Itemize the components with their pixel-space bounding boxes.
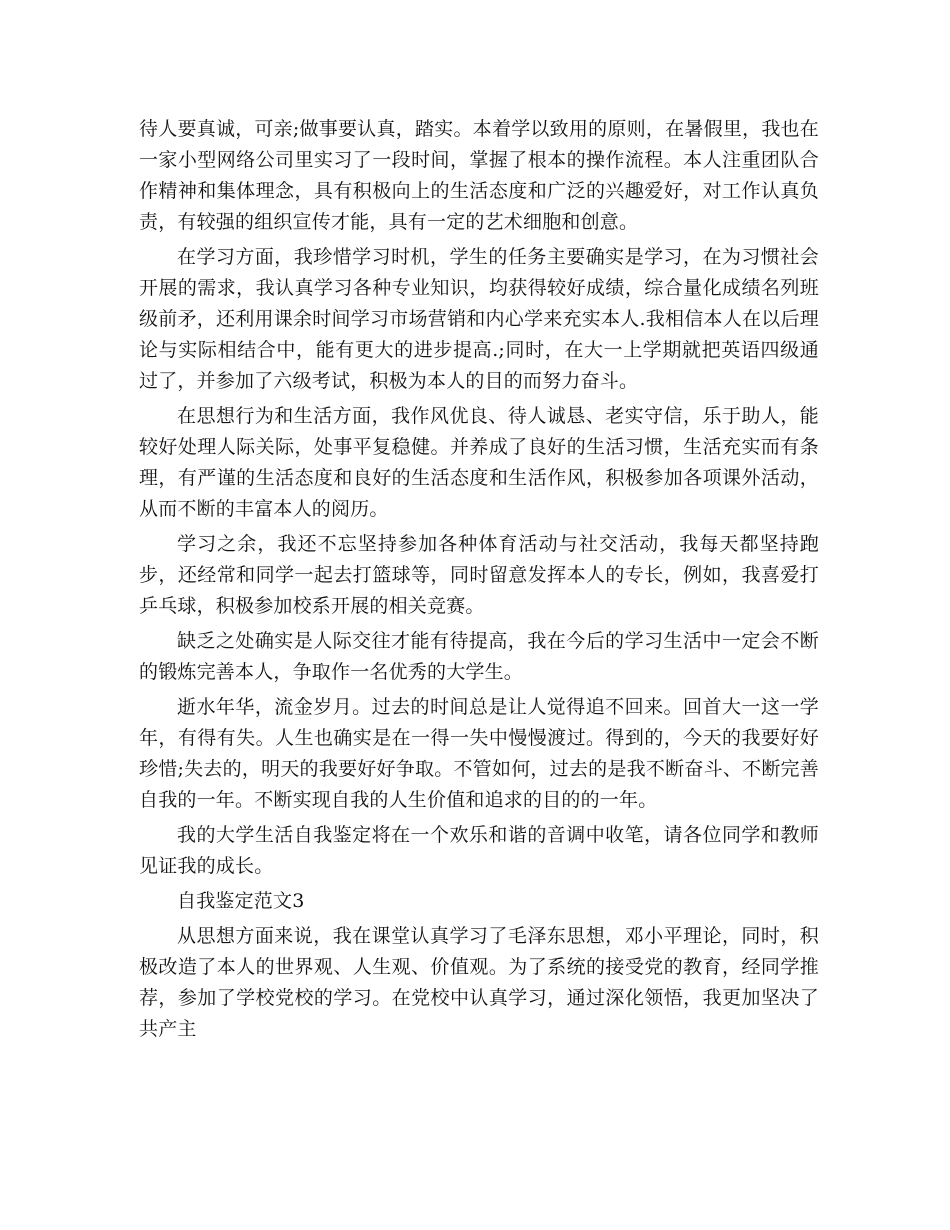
paragraph-3: 在思想行为和生活方面，我作风优良、待人诚恳、老实守信，乐于助人，能较好处理人际关际，处事平复稳健。并养成了良好的生活习惯，生活充实而有条理，有严谨的生活态度和良好的生活态度和生活作风，积极参加各项课外活动，从而不断的丰富本人的阅历。 [139, 405, 819, 520]
section-heading: 自我鉴定范文3 [177, 890, 305, 912]
paragraph-5: 缺乏之处确实是人际交往才能有待提高，我在今后的学习生活中一定会不断的锻炼完善本人，争取作一名优秀的大学生。 [139, 630, 819, 683]
paragraph-6: 逝水年华，流金岁月。过去的时间总是让人觉得追不回来。回首大一这一学年，有得有失。人生也确实是在一得一失中慢慢渡过。得到的，今天的我要好好珍惜;失去的，明天的我要好好争取。不管如何，过去的是我不断奋斗、不断完善自我的一年。不断实现自我的人生价值和追求的目的的一年。 [139, 696, 819, 811]
paragraph-8: 从思想方面来说，我在课堂认真学习了毛泽东思想，邓小平理论，同时，积极改造了本人的世界观、人生观、价值观。为了系统的接受党的教育，经同学推荐，参加了学校党校的学习。在党校中认真学习，通过深化领悟，我更加坚决了共产主 [139, 925, 819, 1040]
paragraph-4: 学习之余，我还不忘坚持参加各种体育活动与社交活动，我每天都坚持跑步，还经常和同学一起去打篮球等，同时留意发挥本人的专长，例如，我喜爱打乒乓球，积极参加校系开展的相关竞赛。 [139, 533, 819, 617]
paragraph-1: 待人要真诚，可亲;做事要认真，踏实。本着学以致用的原则，在暑假里，我也在一家小型网络公司里实习了一段时间，掌握了根本的操作流程。本人注重团队合作精神和集体理念，具有积极向上的生活态度和广泛的兴趣爱好，对工作认真负责，有较强的组织宣传才能，具有一定的艺术细胞和创意。 [139, 118, 819, 233]
paragraph-7: 我的大学生活自我鉴定将在一个欢乐和谐的音调中收笔，请各位同学和教师见证我的成长。 [139, 824, 819, 877]
document-body [139, 114, 819, 1049]
paragraph-2: 在学习方面，我珍惜学习时机，学生的任务主要确实是学习，在为习惯社会开展的需求，我认真学习各种专业知识，均获得较好成绩，综合量化成绩名列班级前矛，还利用课余时间学习市场营销和内心学来充实本人.我相信本人在以后理论与实际相结合中，能有更大的进步提高.;同时，在大一上学期就把英语四级通过了，并参加了六级考试，积极为本人的目的而努力奋斗。 [139, 246, 819, 392]
